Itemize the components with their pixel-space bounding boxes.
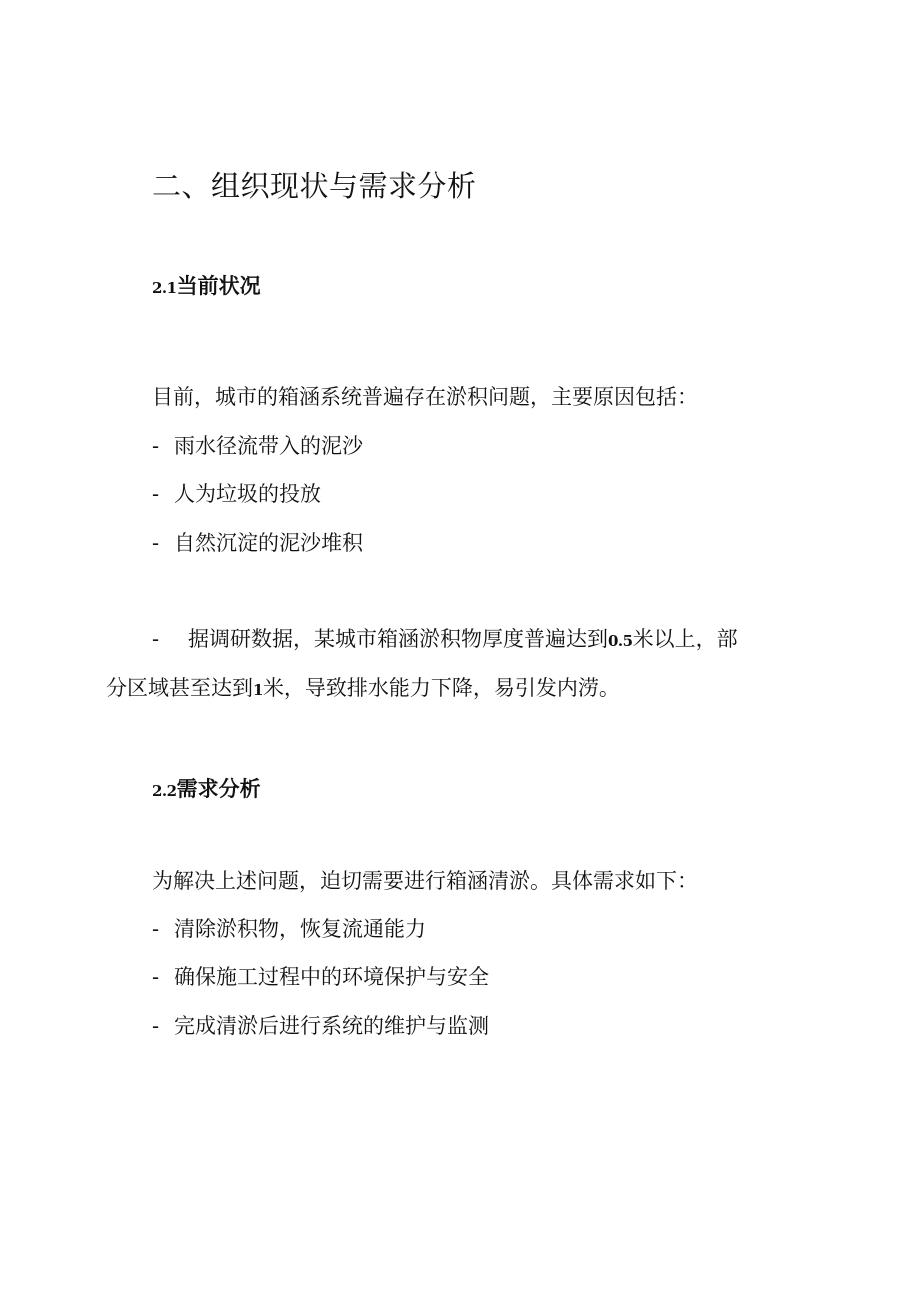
- list-item-text: 人为垃圾的投放: [174, 482, 321, 506]
- bullet-dash: -: [152, 434, 160, 458]
- subsection-number: 2.2: [152, 782, 177, 800]
- data-paragraph-line-2: [106, 673, 620, 705]
- bullet-dash: -: [152, 1014, 160, 1038]
- max-thickness-value: 1: [253, 681, 263, 699]
- data-paragraph-line-1: [152, 624, 738, 656]
- subsection-heading-text: 当前状况: [176, 273, 261, 298]
- bullet-dash: -: [152, 482, 160, 506]
- bullet-dash: -: [152, 965, 160, 989]
- list-item: [152, 528, 363, 558]
- list-item-text: 雨水径流带入的泥沙: [174, 434, 363, 458]
- list-item-text: 自然沉淀的泥沙堆积: [174, 531, 363, 555]
- list-item: [152, 1011, 489, 1041]
- list-item: [152, 962, 489, 992]
- list-item: [152, 431, 363, 461]
- bullet-dash: -: [152, 917, 160, 941]
- subsection-number: 2.1: [152, 279, 177, 297]
- data-paragraph-text: 据调研数据，某城市箱涵淤积物厚度普遍达到: [188, 627, 608, 651]
- subsection-heading-text: 需求分析: [176, 776, 261, 801]
- list-item-text: 完成清淤后进行系统的维护与监测: [174, 1014, 489, 1038]
- list-item-text: 清除淤积物，恢复流通能力: [174, 917, 426, 941]
- paragraph-dash: -: [152, 627, 160, 651]
- needs-intro-paragraph: 为解决上述问题，迫切需要进行箱涵清淤。具体需求如下：: [152, 869, 698, 893]
- subsection-heading-needs: [152, 775, 261, 805]
- current-intro-paragraph: 目前，城市的箱涵系统普遍存在淤积问题，主要原因包括：: [152, 385, 698, 409]
- thickness-value: 0.5: [608, 632, 633, 650]
- list-item-text: 确保施工过程中的环境保护与安全: [174, 965, 489, 989]
- data-paragraph-text: 分区域甚至达到: [106, 676, 253, 700]
- data-paragraph-text: 米以上，部: [632, 627, 738, 651]
- bullet-dash: -: [152, 531, 160, 555]
- list-item: [152, 479, 321, 509]
- subsection-heading-current: [152, 272, 261, 302]
- data-paragraph-text: 米，导致排水能力下降，易引发内涝。: [262, 676, 620, 700]
- section-title: 二、组织现状与需求分析: [152, 169, 477, 203]
- list-item: [152, 914, 426, 944]
